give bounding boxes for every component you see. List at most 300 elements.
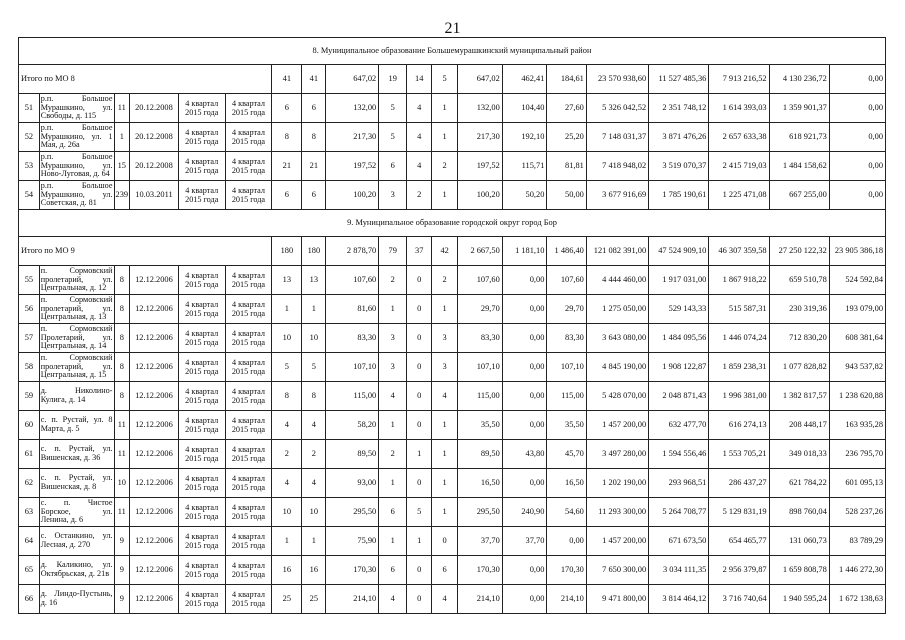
total-value: 4 130 236,72 — [769, 65, 829, 94]
row-value: 83,30 — [547, 324, 586, 353]
document-date: 12.12.2006 — [130, 440, 179, 469]
planned-quarter: 4 квартал 2015 года — [178, 440, 225, 469]
row-value: 1 — [407, 527, 432, 556]
row-value: 4 — [407, 94, 432, 123]
address-cell: с. п. Чистое Борское, ул. Ленина, д. 6 — [39, 498, 114, 527]
row-value: 2 351 748,12 — [649, 94, 709, 123]
row-value: 193 079,00 — [829, 295, 885, 324]
row-value: 1 908 122,87 — [649, 353, 709, 382]
row-value: 6 — [379, 498, 407, 527]
address-cell: с. Останкино, ул. Лесная, д. 270 — [39, 527, 114, 556]
row-value: 1 — [432, 94, 458, 123]
completion-quarter: 4 квартал 2015 года — [225, 382, 272, 411]
row-value: 0,00 — [829, 123, 885, 152]
total-value: 0,00 — [829, 65, 885, 94]
row-value: 6 — [302, 94, 326, 123]
row-value: 1 — [272, 295, 302, 324]
row-value: 115,71 — [502, 152, 547, 181]
row-value: 1 — [407, 440, 432, 469]
row-value: 0,00 — [502, 266, 547, 295]
address-cell: р.п. Большое Мурашкино, ул. Ново-Луговая, д. 64 — [39, 152, 114, 181]
planned-quarter: 4 квартал 2015 года — [178, 411, 225, 440]
row-value: 4 — [379, 585, 407, 614]
total-value: 79 — [379, 237, 407, 266]
row-value: 5 — [407, 498, 432, 527]
total-value: 180 — [302, 237, 326, 266]
document-date: 12.12.2006 — [130, 585, 179, 614]
address-cell: п. Сормовский Пролетарий, ул. Центральная, д. 14 — [39, 324, 114, 353]
row-value: 1 225 471,08 — [709, 181, 769, 210]
row-value: 4 — [407, 152, 432, 181]
row-value: 6 — [432, 556, 458, 585]
total-value: 1 486,40 — [547, 237, 586, 266]
row-value: 293 968,51 — [649, 469, 709, 498]
row-value: 8 — [302, 382, 326, 411]
row-value: 83,30 — [458, 324, 503, 353]
row-number: 62 — [19, 469, 40, 498]
table-row — [19, 266, 886, 295]
total-value: 19 — [379, 65, 407, 94]
row-value: 0 — [407, 266, 432, 295]
total-value: 2 667,50 — [458, 237, 503, 266]
document-date: 12.12.2006 — [130, 295, 179, 324]
planned-quarter: 4 квартал 2015 года — [178, 266, 225, 295]
row-number: 63 — [19, 498, 40, 527]
row-value: 0,00 — [829, 181, 885, 210]
planned-quarter: 4 квартал 2015 года — [178, 556, 225, 585]
row-value: 3 871 476,26 — [649, 123, 709, 152]
row-value: 1 659 808,78 — [769, 556, 829, 585]
row-value: 1 — [432, 469, 458, 498]
row-value: 21 — [302, 152, 326, 181]
total-value: 14 — [407, 65, 432, 94]
planned-quarter: 4 квартал 2015 года — [178, 123, 225, 152]
row-value: 54,60 — [547, 498, 586, 527]
row-value: 0 — [407, 382, 432, 411]
row-value: 4 — [432, 585, 458, 614]
planned-quarter: 4 квартал 2015 года — [178, 498, 225, 527]
document-number: 8 — [114, 353, 130, 382]
row-value: 1 — [432, 411, 458, 440]
row-value: 0,00 — [502, 382, 547, 411]
completion-quarter: 4 квартал 2015 года — [225, 152, 272, 181]
row-value: 0 — [407, 411, 432, 440]
row-value: 0 — [407, 556, 432, 585]
row-value: 0 — [407, 324, 432, 353]
total-value: 23 570 938,60 — [586, 65, 648, 94]
row-value: 50,00 — [547, 181, 586, 210]
row-value: 1 — [302, 295, 326, 324]
row-value: 50,20 — [502, 181, 547, 210]
document-number: 8 — [114, 295, 130, 324]
row-value: 170,30 — [458, 556, 503, 585]
table-row — [19, 353, 886, 382]
address-cell: с. п. Рустай, ул. 8 Марта, д. 5 — [39, 411, 114, 440]
document-number: 10 — [114, 469, 130, 498]
row-value: 529 143,33 — [649, 295, 709, 324]
table-row — [19, 585, 886, 614]
completion-quarter: 4 квартал 2015 года — [225, 266, 272, 295]
document-number: 11 — [114, 440, 130, 469]
row-value: 16,50 — [458, 469, 503, 498]
row-value: 2 048 871,43 — [649, 382, 709, 411]
completion-quarter: 4 квартал 2015 года — [225, 411, 272, 440]
row-value: 5 — [379, 123, 407, 152]
total-value: 41 — [302, 65, 326, 94]
table-row — [19, 411, 886, 440]
row-number: 51 — [19, 94, 40, 123]
row-value: 7 148 031,37 — [586, 123, 648, 152]
row-value: 1 672 138,63 — [829, 585, 885, 614]
address-cell: р.п. Большое Мурашкино, ул. 1 Мая, д. 26а — [39, 123, 114, 152]
row-value: 214,10 — [547, 585, 586, 614]
total-value: 7 913 216,52 — [709, 65, 769, 94]
row-value: 3 716 740,64 — [709, 585, 769, 614]
row-value: 898 760,04 — [769, 498, 829, 527]
row-value: 5 — [272, 353, 302, 382]
completion-quarter: 4 квартал 2015 года — [225, 498, 272, 527]
row-value: 132,00 — [458, 94, 503, 123]
row-value: 81,81 — [547, 152, 586, 181]
row-value: 667 255,00 — [769, 181, 829, 210]
row-value: 4 — [272, 469, 302, 498]
table-row — [19, 440, 886, 469]
row-value: 236 795,70 — [829, 440, 885, 469]
address-cell: д. Линдо-Пустынь, д. 16 — [39, 585, 114, 614]
row-value: 1 — [272, 527, 302, 556]
row-value: 4 — [407, 123, 432, 152]
total-value: 647,02 — [326, 65, 379, 94]
row-value: 163 935,28 — [829, 411, 885, 440]
row-value: 1 996 381,00 — [709, 382, 769, 411]
row-value: 9 471 800,00 — [586, 585, 648, 614]
row-value: 632 477,70 — [649, 411, 709, 440]
row-value: 4 — [302, 469, 326, 498]
document-number: 8 — [114, 324, 130, 353]
row-value: 16 — [302, 556, 326, 585]
address-cell: р.п. Большое Мурашкино, ул. Советская, д. 81 — [39, 181, 114, 210]
row-value: 5 428 070,00 — [586, 382, 648, 411]
table-row — [19, 382, 886, 411]
row-number: 59 — [19, 382, 40, 411]
document-date: 12.12.2006 — [130, 266, 179, 295]
row-value: 107,60 — [326, 266, 379, 295]
row-value: 29,70 — [458, 295, 503, 324]
table-row — [19, 152, 886, 181]
total-label: Итого по МО 8 — [19, 65, 272, 94]
row-value: 659 510,78 — [769, 266, 829, 295]
row-value: 0,00 — [502, 411, 547, 440]
row-value: 104,40 — [502, 94, 547, 123]
section-total-row — [19, 65, 886, 94]
row-value: 1 — [379, 527, 407, 556]
row-value: 0,00 — [502, 585, 547, 614]
row-value: 3 — [432, 324, 458, 353]
row-value: 3 814 464,12 — [649, 585, 709, 614]
row-value: 35,50 — [458, 411, 503, 440]
row-value: 0,00 — [502, 353, 547, 382]
row-value: 616 274,13 — [709, 411, 769, 440]
table-body — [19, 38, 886, 614]
completion-quarter: 4 квартал 2015 года — [225, 324, 272, 353]
document-date: 12.12.2006 — [130, 411, 179, 440]
section-title: 9. Муниципальное образование городской округ город Бор — [19, 210, 886, 237]
row-value: 0 — [407, 585, 432, 614]
total-value: 42 — [432, 237, 458, 266]
planned-quarter: 4 квартал 2015 года — [178, 324, 225, 353]
row-number: 60 — [19, 411, 40, 440]
row-value: 1 594 556,46 — [649, 440, 709, 469]
row-number: 53 — [19, 152, 40, 181]
row-value: 100,20 — [326, 181, 379, 210]
address-cell: д. Каликино, ул. Октябрьская, д. 21в — [39, 556, 114, 585]
row-value: 3 519 070,37 — [649, 152, 709, 181]
row-value: 83,30 — [326, 324, 379, 353]
planned-quarter: 4 квартал 2015 года — [178, 527, 225, 556]
row-value: 1 359 901,37 — [769, 94, 829, 123]
row-value: 29,70 — [547, 295, 586, 324]
row-value: 217,30 — [458, 123, 503, 152]
table-row — [19, 123, 886, 152]
row-value: 2 — [432, 266, 458, 295]
section-header-row — [19, 210, 886, 237]
address-cell: д. Николино-Кулига, д. 14 — [39, 382, 114, 411]
completion-quarter: 4 квартал 2015 года — [225, 181, 272, 210]
row-value: 1 — [432, 295, 458, 324]
row-value: 3 — [379, 181, 407, 210]
document-date: 12.12.2006 — [130, 382, 179, 411]
row-value: 515 587,31 — [709, 295, 769, 324]
planned-quarter: 4 квартал 2015 года — [178, 585, 225, 614]
row-value: 5 — [302, 353, 326, 382]
row-value: 1 867 918,22 — [709, 266, 769, 295]
row-value: 107,10 — [547, 353, 586, 382]
document-date: 10.03.2011 — [130, 181, 179, 210]
row-value: 2 — [379, 440, 407, 469]
document-number: 1 — [114, 123, 130, 152]
row-value: 1 275 050,00 — [586, 295, 648, 324]
row-number: 54 — [19, 181, 40, 210]
row-value: 170,30 — [326, 556, 379, 585]
section-header-row — [19, 38, 886, 65]
address-cell: с. п. Рустай, ул. Вишенская, д. 8 — [39, 469, 114, 498]
row-value: 0,00 — [502, 324, 547, 353]
row-value: 217,30 — [326, 123, 379, 152]
total-value: 47 524 909,10 — [649, 237, 709, 266]
table-row — [19, 498, 886, 527]
row-value: 0,00 — [829, 94, 885, 123]
table-row — [19, 324, 886, 353]
row-value: 1 446 074,24 — [709, 324, 769, 353]
row-value: 295,50 — [458, 498, 503, 527]
total-value: 184,61 — [547, 65, 586, 94]
row-value: 1 — [432, 123, 458, 152]
completion-quarter: 4 квартал 2015 года — [225, 469, 272, 498]
row-number: 56 — [19, 295, 40, 324]
row-value: 0 — [407, 469, 432, 498]
row-value: 89,50 — [458, 440, 503, 469]
row-value: 2 — [379, 266, 407, 295]
document-number: 8 — [114, 266, 130, 295]
row-value: 230 319,36 — [769, 295, 829, 324]
document-number: 9 — [114, 556, 130, 585]
row-value: 10 — [302, 324, 326, 353]
row-value: 89,50 — [326, 440, 379, 469]
planned-quarter: 4 квартал 2015 года — [178, 295, 225, 324]
table-row — [19, 295, 886, 324]
row-value: 214,10 — [458, 585, 503, 614]
row-value: 45,70 — [547, 440, 586, 469]
row-value: 3 — [379, 353, 407, 382]
row-number: 58 — [19, 353, 40, 382]
total-value: 37 — [407, 237, 432, 266]
row-value: 6 — [379, 152, 407, 181]
row-value: 2 — [302, 440, 326, 469]
row-value: 2 415 719,03 — [709, 152, 769, 181]
row-value: 3 — [379, 324, 407, 353]
row-value: 1 859 238,31 — [709, 353, 769, 382]
row-value: 1 446 272,30 — [829, 556, 885, 585]
row-value: 3 034 111,35 — [649, 556, 709, 585]
row-number: 61 — [19, 440, 40, 469]
planned-quarter: 4 квартал 2015 года — [178, 94, 225, 123]
table-row — [19, 94, 886, 123]
row-value: 37,70 — [458, 527, 503, 556]
row-value: 1 — [432, 498, 458, 527]
row-value: 943 537,82 — [829, 353, 885, 382]
row-value: 240,90 — [502, 498, 547, 527]
row-value: 107,60 — [547, 266, 586, 295]
row-value: 0 — [407, 295, 432, 324]
row-value: 81,60 — [326, 295, 379, 324]
document-date: 12.12.2006 — [130, 469, 179, 498]
row-value: 1 940 595,24 — [769, 585, 829, 614]
row-value: 1 917 031,00 — [649, 266, 709, 295]
row-value: 83 789,29 — [829, 527, 885, 556]
row-value: 25 — [302, 585, 326, 614]
total-value: 23 905 386,18 — [829, 237, 885, 266]
row-value: 4 — [302, 411, 326, 440]
row-value: 3 643 080,00 — [586, 324, 648, 353]
address-cell: п. Сормовский пролетарий, ул. Центральная, д. 12 — [39, 266, 114, 295]
row-value: 1 202 190,00 — [586, 469, 648, 498]
total-value: 27 250 122,32 — [769, 237, 829, 266]
row-value: 100,20 — [458, 181, 503, 210]
row-value: 6 — [272, 181, 302, 210]
total-value: 2 878,70 — [326, 237, 379, 266]
row-value: 37,70 — [502, 527, 547, 556]
row-value: 712 830,20 — [769, 324, 829, 353]
document-number: 9 — [114, 585, 130, 614]
row-value: 58,20 — [326, 411, 379, 440]
row-value: 192,10 — [502, 123, 547, 152]
page-number: 21 — [444, 20, 461, 37]
document-number: 11 — [114, 94, 130, 123]
row-value: 6 — [379, 556, 407, 585]
row-value: 43,80 — [502, 440, 547, 469]
row-value: 1 484 095,56 — [649, 324, 709, 353]
row-value: 0,00 — [502, 556, 547, 585]
row-value: 295,50 — [326, 498, 379, 527]
total-value: 11 527 485,36 — [649, 65, 709, 94]
row-number: 66 — [19, 585, 40, 614]
table-row — [19, 556, 886, 585]
row-number: 55 — [19, 266, 40, 295]
row-value: 3 — [432, 353, 458, 382]
total-value: 647,02 — [458, 65, 503, 94]
row-value: 7 650 300,00 — [586, 556, 648, 585]
document-date: 20.12.2008 — [130, 94, 179, 123]
row-value: 2 — [407, 181, 432, 210]
document-number: 9 — [114, 527, 130, 556]
row-number: 65 — [19, 556, 40, 585]
planned-quarter: 4 квартал 2015 года — [178, 181, 225, 210]
row-value: 197,52 — [326, 152, 379, 181]
row-value: 6 — [272, 94, 302, 123]
row-value: 621 784,22 — [769, 469, 829, 498]
row-value: 2 — [272, 440, 302, 469]
document-date: 20.12.2008 — [130, 152, 179, 181]
document-number: 11 — [114, 411, 130, 440]
row-value: 1 785 190,61 — [649, 181, 709, 210]
row-value: 286 437,27 — [709, 469, 769, 498]
total-label: Итого по МО 9 — [19, 237, 272, 266]
row-value: 107,10 — [458, 353, 503, 382]
row-number: 52 — [19, 123, 40, 152]
row-value: 601 095,13 — [829, 469, 885, 498]
row-value: 1 — [379, 469, 407, 498]
document-date: 12.12.2006 — [130, 556, 179, 585]
completion-quarter: 4 квартал 2015 года — [225, 353, 272, 382]
completion-quarter: 4 квартал 2015 года — [225, 527, 272, 556]
row-value: 8 — [302, 123, 326, 152]
row-value: 10 — [272, 498, 302, 527]
row-value: 1 — [379, 411, 407, 440]
row-value: 1 — [379, 295, 407, 324]
row-value: 618 921,73 — [769, 123, 829, 152]
row-value: 35,50 — [547, 411, 586, 440]
row-value: 208 448,17 — [769, 411, 829, 440]
address-cell: с. п. Рустай, ул. Вишенская, д. 36 — [39, 440, 114, 469]
row-value: 0,00 — [502, 469, 547, 498]
row-value: 1 484 158,62 — [769, 152, 829, 181]
row-number: 57 — [19, 324, 40, 353]
section-total-row — [19, 237, 886, 266]
row-value: 1 238 620,88 — [829, 382, 885, 411]
row-value: 107,60 — [458, 266, 503, 295]
total-value: 121 082 391,00 — [586, 237, 648, 266]
row-value: 0 — [407, 353, 432, 382]
row-value: 2 956 379,87 — [709, 556, 769, 585]
document-number: 239 — [114, 181, 130, 210]
row-value: 0,00 — [502, 295, 547, 324]
row-value: 1 382 817,57 — [769, 382, 829, 411]
total-value: 5 — [432, 65, 458, 94]
row-value: 4 — [432, 382, 458, 411]
row-value: 13 — [272, 266, 302, 295]
row-value: 654 465,77 — [709, 527, 769, 556]
document-date: 12.12.2006 — [130, 324, 179, 353]
total-value: 41 — [272, 65, 302, 94]
completion-quarter: 4 квартал 2015 года — [225, 440, 272, 469]
table-row — [19, 181, 886, 210]
row-value: 27,60 — [547, 94, 586, 123]
section-title: 8. Муниципальное образование Большемурашкинский муниципальный район — [19, 38, 886, 65]
row-value: 10 — [272, 324, 302, 353]
document-date: 12.12.2006 — [130, 527, 179, 556]
completion-quarter: 4 квартал 2015 года — [225, 94, 272, 123]
row-value: 25 — [272, 585, 302, 614]
